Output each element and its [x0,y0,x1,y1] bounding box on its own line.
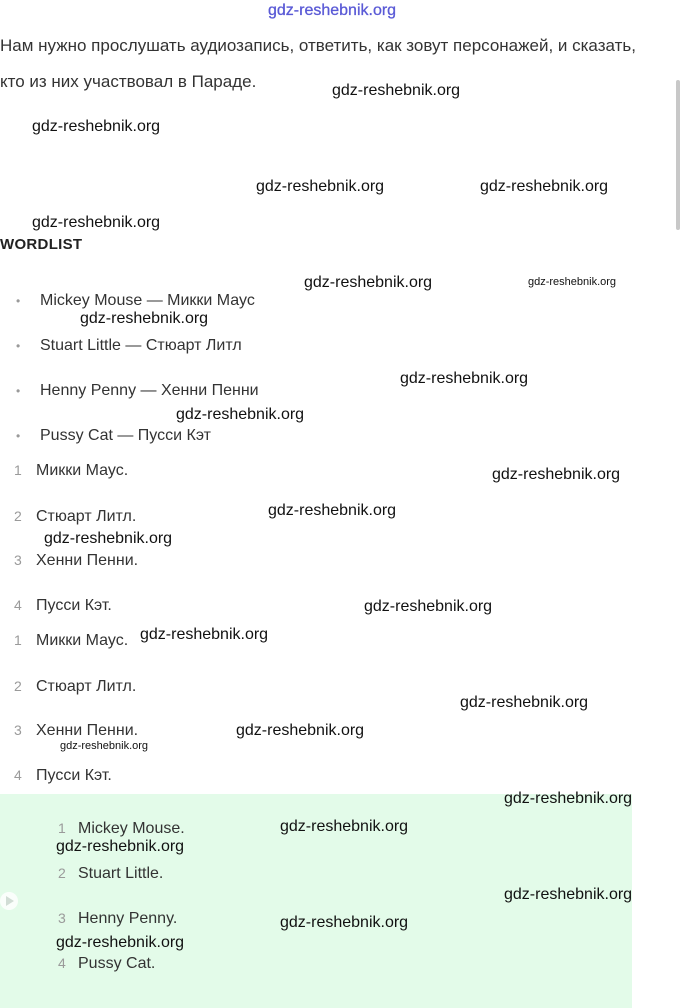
site-link[interactable]: gdz-reshebnik.org [268,2,397,19]
bullet-icon: • [16,294,21,308]
list-item: 1 Микки Маус. [14,632,129,649]
list-item: • Pussy Cat — Пусси Кэт [16,427,211,444]
list-item: 2 Стюарт Литл. [14,678,137,695]
bullet-icon: • [16,384,21,398]
list-item: 4 Pussy Cat. [58,955,156,972]
watermark: gdz-reshebnik.org [44,530,173,547]
list-item: • Mickey Mouse — Микки Маус [16,292,255,309]
list-item: 3 Хенни Пенни. [14,552,139,569]
watermark: gdz-reshebnik.org [280,818,409,835]
watermark: gdz-reshebnik.org [504,886,633,903]
watermark: gdz-reshebnik.org [268,502,397,519]
watermark: gdz-reshebnik.org [236,722,365,739]
watermark: gdz-reshebnik.org [56,838,185,855]
watermark: gdz-reshebnik.org [56,934,185,951]
watermark: gdz-reshebnik.org [460,694,589,711]
list-item: 4 Пусси Кэт. [14,767,112,784]
watermark: gdz-reshebnik.org [504,790,633,807]
watermark: gdz-reshebnik.org [140,626,269,643]
watermark: gdz-reshebnik.org [80,310,209,327]
list-item: 4 Пусси Кэт. [14,597,112,614]
list-item: 2 Стюарт Литл. [14,508,137,525]
play-icon[interactable] [0,892,18,910]
list-item: • Stuart Little — Стюарт Литл [16,337,242,354]
wordlist-heading: WORDLIST [0,236,83,253]
watermark: gdz-reshebnik.org [364,598,493,615]
list-item: 2 Stuart Little. [58,865,164,882]
watermark: gdz-reshebnik.org [480,178,609,195]
bullet-icon: • [16,339,21,353]
watermark: gdz-reshebnik.org [492,466,621,483]
watermark: gdz-reshebnik.org [332,82,461,99]
intro-text: Нам нужно прослушать аудиозапись, ответить, как зовут персонажей, и сказать, кто из них участвовал в Параде. [0,36,636,91]
watermark: gdz-reshebnik.org [60,740,149,752]
watermark: gdz-reshebnik.org [176,406,305,423]
scrollbar[interactable] [676,80,680,230]
watermark: gdz-reshebnik.org [528,276,617,288]
watermark: gdz-reshebnik.org [32,118,161,135]
watermark: gdz-reshebnik.org [400,370,529,387]
watermark: gdz-reshebnik.org [304,274,433,291]
list-item: 1 Микки Маус. [14,462,129,479]
list-item: • Henny Penny — Хенни Пенни [16,382,259,399]
list-item: 3 Хенни Пенни. [14,722,139,739]
watermark: gdz-reshebnik.org [280,914,409,931]
watermark: gdz-reshebnik.org [32,214,161,231]
list-item: 1 Mickey Mouse. [58,820,185,837]
watermark: gdz-reshebnik.org [256,178,385,195]
list-item: 3 Henny Penny. [58,910,178,927]
bullet-icon: • [16,429,21,443]
